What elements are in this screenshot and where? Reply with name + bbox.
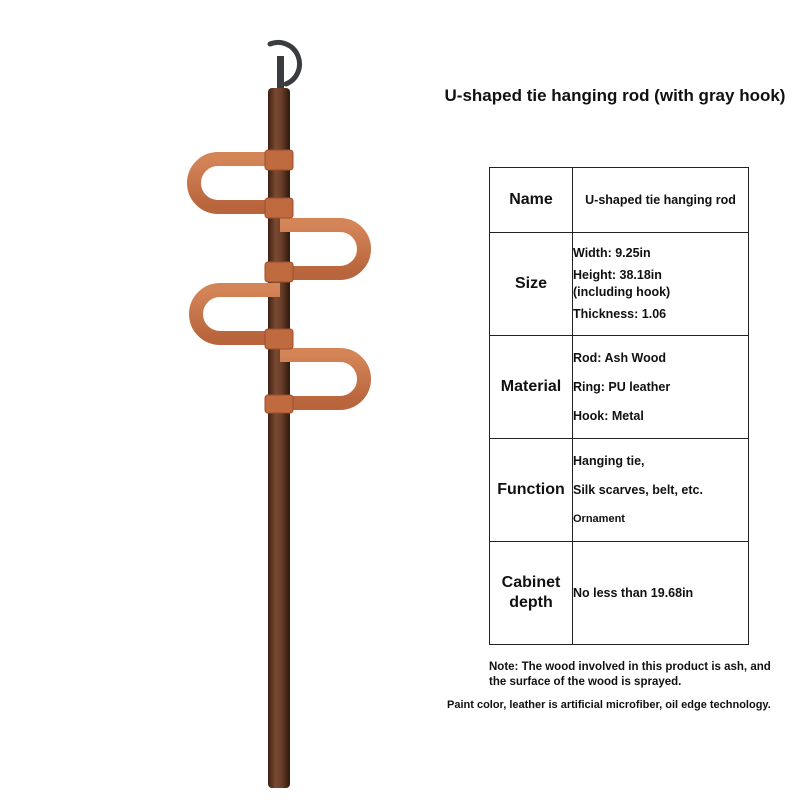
table-row [490,233,749,336]
table-row [490,542,749,645]
material-value [573,336,749,439]
size-line: Width: 9.25in [573,246,651,260]
leather-clasp [265,150,293,170]
leather-clasp [265,329,293,349]
cabinet-depth-value: No less than 19.68in [573,542,749,645]
size-value [573,233,749,336]
table-row [490,168,749,233]
material-line: Ring: PU leather [573,379,671,394]
function-line: Ornament [573,512,625,525]
leather-clasp [265,395,293,413]
function-value [573,439,749,542]
spec-table [489,167,749,645]
function-label: Function [490,439,573,542]
size-label: Size [490,233,573,336]
material-label: Material [490,336,573,439]
product-title: U-shaped tie hanging rod (with gray hook) [444,86,786,105]
table-row [490,336,749,439]
material-line: Rod: Ash Wood [573,350,667,365]
note-wood: Note: The wood involved in this product is ash, and the surface of the wood is sprayed. [489,661,771,688]
name-value: U-shaped tie hanging rod [573,168,749,233]
leather-clasp [265,262,293,282]
wooden-rod [268,88,290,788]
size-line: Thickness: 1.06 [573,307,667,321]
table-row [490,439,749,542]
material-line: Hook: Metal [573,408,644,423]
cabinet-depth-label: Cabinet depth [490,542,573,645]
hook-icon [270,42,300,90]
leather-clasp [265,198,293,218]
size-line: Height: 38.18in [573,268,662,282]
size-line: (including hook) [573,285,671,299]
function-line: Hanging tie, [573,453,645,468]
function-line: Silk scarves, belt, etc. [573,482,703,497]
note-paint: Paint color, leather is artificial microfiber, oil edge technology. [447,699,771,711]
name-label: Name [490,168,573,233]
